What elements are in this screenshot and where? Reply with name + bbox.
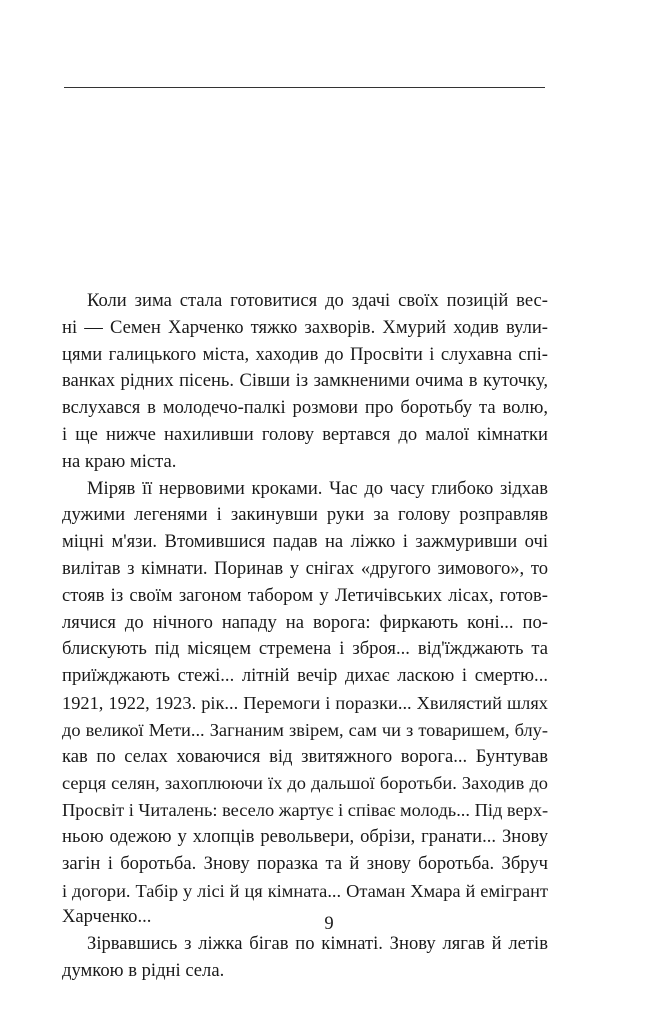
text-line: ньою одежою у хлопців револьвери, обрізи, гранати... Знову — [62, 825, 548, 847]
text-line: блискують під місяцем стремена і зброя... від'їжджають та — [62, 638, 548, 660]
text-line: міцні м'язи. Втомившися падав на ліжко і зажмуривши очі — [62, 531, 548, 553]
text-line: ванках рідних пісень. Сівши із замкненими очима в куточку, — [62, 370, 548, 392]
text-line: кав по селах ховаючися від звитяжного ворога... Бунтував — [62, 745, 548, 767]
text-line: загін і боротьба. Знову поразка та й знову боротьба. Збруч — [62, 852, 548, 874]
text-line: думкою в рідні села. — [62, 959, 225, 981]
text-line: стояв із своїм загоном табором у Летичівських лісах, готов- — [62, 584, 548, 606]
text-line: до великої Мети... Загнаним звірем, сам чи з товаришем, блу- — [62, 719, 548, 740]
text-line: вилітав з кімнати. Поринав у снігах «другого зимового», то — [62, 557, 548, 579]
text-line: Просвіт і Читалень: весело жартує і співає молодь... Під верх- — [62, 800, 549, 821]
text-line: вслухався в молодечо-палкі розмови про боротьбу та волю, — [62, 397, 548, 419]
text-line: 1921, 1922, 1923. рік... Перемоги і поразки... Хвилястий шлях — [62, 692, 548, 713]
text-line: Коли зима стала готовитися до здачі своїх позицій вес- — [87, 290, 548, 311]
text-line: і ще нижче нахиливши голову вертався до малої кімнатки — [62, 423, 548, 445]
paragraph — [62, 931, 548, 985]
text-line: цями галицького міста, хаходив до Просвіти і слухавна спі- — [62, 343, 548, 365]
text-line: на краю міста. — [62, 450, 177, 472]
text-line: дужими легенями і закинувши руки за голову розправляв — [62, 504, 548, 526]
page-number: 9 — [324, 913, 334, 934]
text-line: серця селян, захоплюючи їх до дальшої боротьби. Заходив до — [62, 773, 548, 794]
text-line: лячися до нічного нападу на ворога: фиркають коні... по- — [62, 611, 548, 633]
text-line: приїжджають стежі... літній вечір дихає ласкою і смертю... — [62, 665, 548, 687]
text-line: ні — Семен Харченко тяжко захворів. Хмурий ходив вули- — [62, 316, 548, 338]
text-line: Міряв її нервовими кроками. Час до часу глибоко зідхав — [87, 477, 548, 499]
body-text — [62, 288, 548, 985]
paragraph — [62, 476, 548, 932]
text-line: Харченко... — [62, 906, 152, 928]
paragraph — [62, 288, 548, 476]
text-line: і догори. Табір у лісі й ця кімната... Отаман Хмара й емігрант — [62, 880, 548, 901]
header-rule — [64, 87, 545, 88]
text-line: Зірвавшись з ліжка бігав по кімнаті. Знову лягав й летів — [87, 933, 548, 955]
